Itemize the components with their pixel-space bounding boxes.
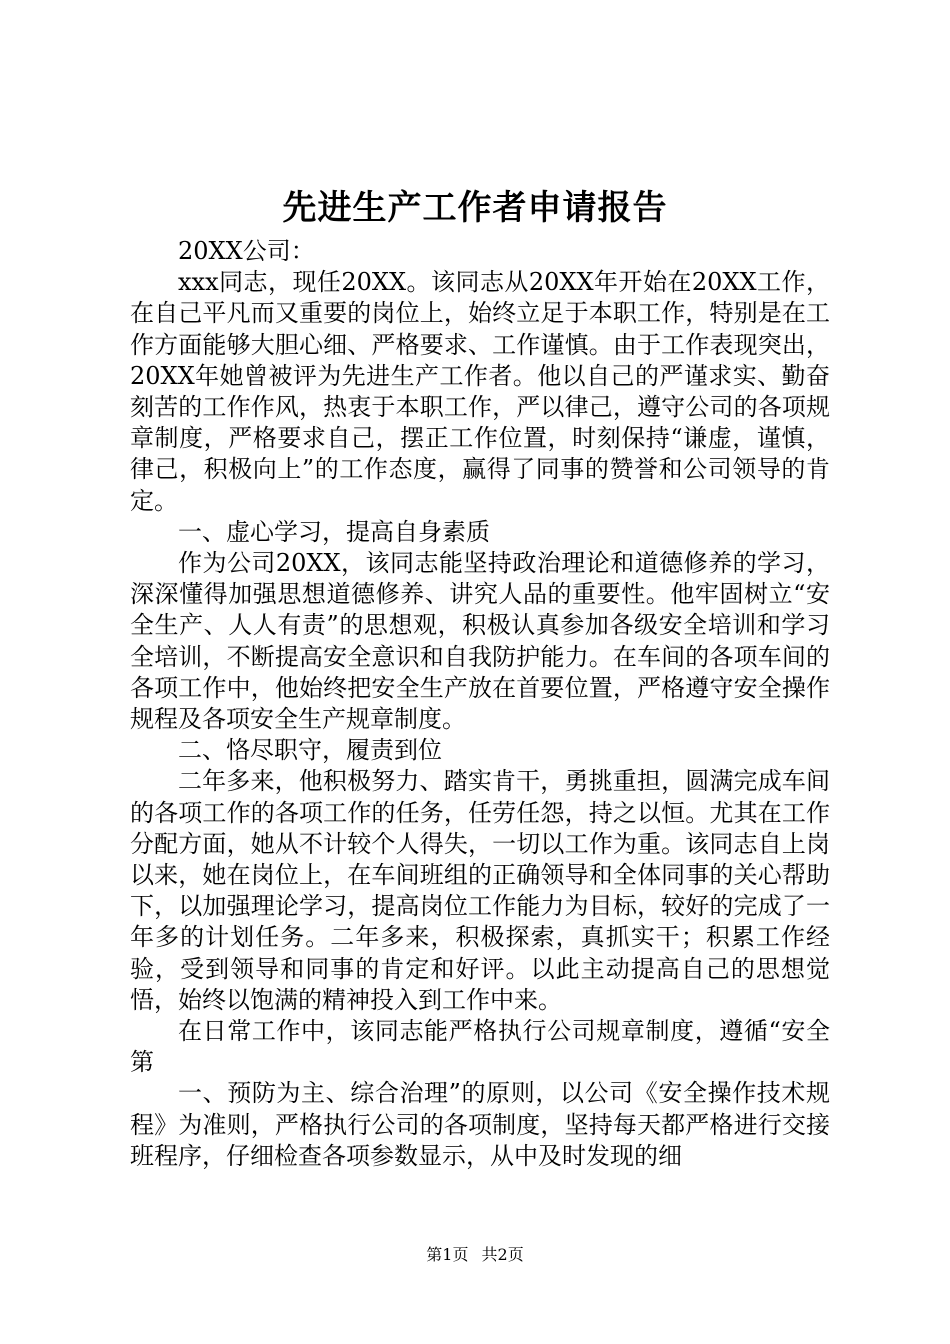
document-title: 先进生产工作者申请报告 <box>282 188 668 228</box>
body-paragraph: 在日常工作中，该同志能严格执行公司规章制度，遵循“安全第 <box>130 1017 830 1077</box>
salutation: 20XX公司： <box>178 237 315 265</box>
document-body <box>130 236 830 1172</box>
body-paragraph: 一、预防为主、综合治理”的原则，以公司《安全操作技术规程》为准则，严格执行公司的各项制度，坚持每天都严格进行交接班程序，仔细检查各项参数显示，从中及时发现的细 <box>130 1079 830 1170</box>
body-paragraph: 二年多来，他积极努力、踏实肯干，勇挑重担，圆满完成车间的各项工作的各项工作的任务，任劳任怨，持之以恒。尤其在工作分配方面，她从不计较个人得失，一切以工作为重。该同志自上岗以来，她在岗位上，在车间班组的正确领导和全体同事的关心帮助下，以加强理论学习，提高岗位工作能力为目标，较好的完成了一年多的计划任务。二年多来，积极探索，真抓实干；积累工作经验，受到领导和同事的肯定和好评。以此主动提高自己的思想觉悟，始终以饱满的精神投入到工作中来。 <box>130 767 830 1014</box>
page-number: 第1页 <box>426 1245 469 1264</box>
section-heading: 一、虚心学习，提高自身素质 <box>178 517 490 546</box>
body-paragraph: 作为公司20XX，该同志能坚持政治理论和道德修养的学习，深深懂得加强思想道德修养、讲究人品的重要性。他牢固树立“安全生产、人人有责”的思想观，积极认真参加各级安全培训和学习全培训，不断提高安全意识和自我防护能力。在车间的各项车间的各项工作中，他始终把安全生产放在首要位置，严格遵守安全操作规程及各项安全生产规章制度。 <box>130 549 830 734</box>
section-heading: 二、恪尽职守，履责到位 <box>178 736 442 765</box>
body-paragraph: xxx同志，现任20XX。该同志从20XX年开始在20XX工作，在自己平凡而又重要的岗位上，始终立足于本职工作，特别是在工作方面能够大胆心细、严格要求、工作谨慎。由于工作表现突出，20XX年她曾被评为先进生产工作者。他以自己的严谨求实、勤奋刻苦的工作作风，热衷于本职工作，严以律己，遵守公司的各项规章制度，严格要求自己，摆正工作位置，时刻保持“谦虚，谨慎，律己，积极向上”的工作态度，赢得了同事的赞誉和公司领导的肯定。 <box>130 268 830 515</box>
page-footer <box>0 1243 950 1267</box>
page-total: 共2页 <box>481 1245 524 1264</box>
